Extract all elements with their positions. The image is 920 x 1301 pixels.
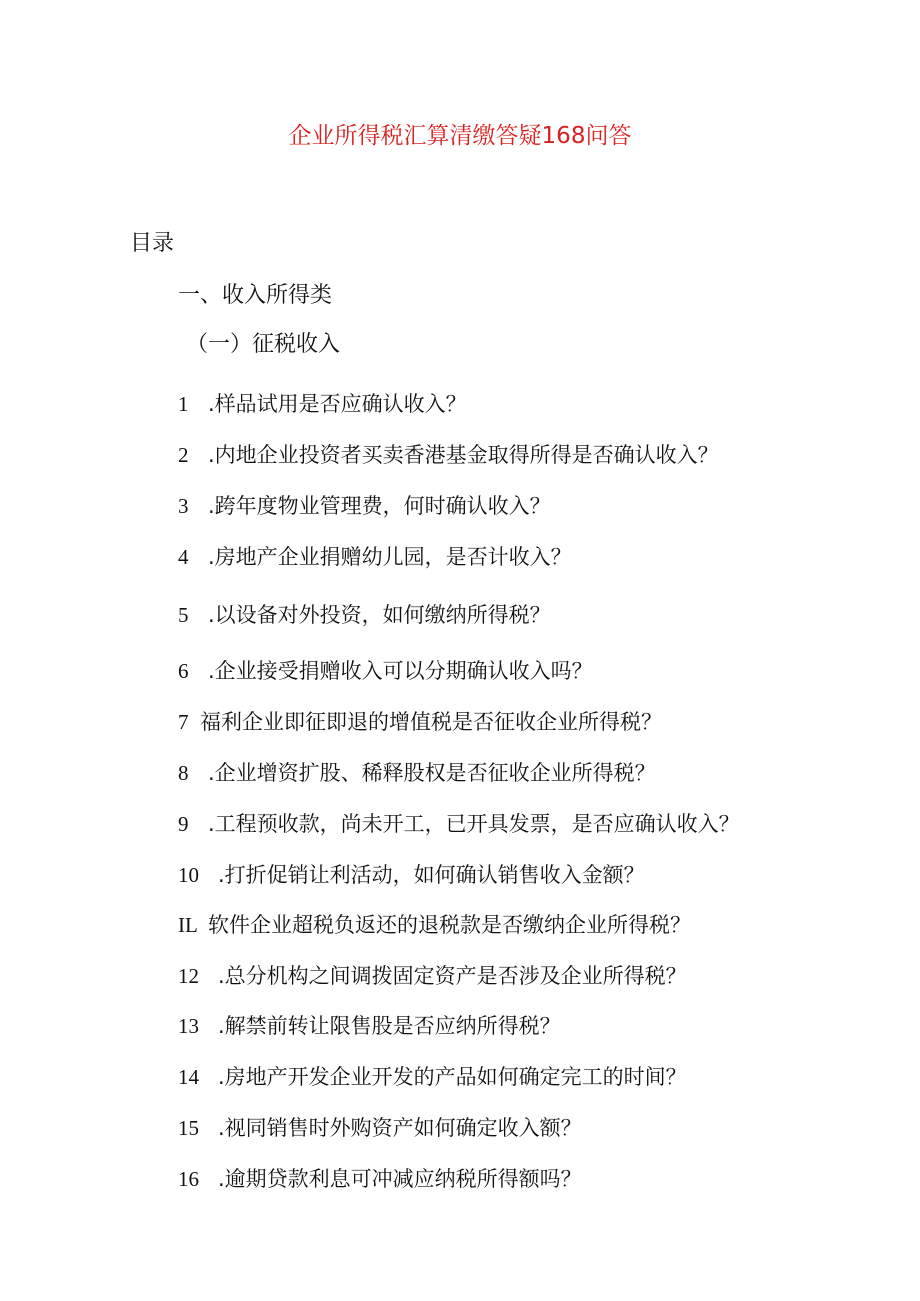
toc-item-number: 14 [178, 1065, 199, 1089]
toc-item [178, 1010, 561, 1042]
toc-item-number: 16 [178, 1167, 199, 1191]
toc-item [178, 909, 691, 941]
toc-item [178, 1112, 582, 1144]
toc-item [178, 706, 662, 738]
toc-item-text: .逾期贷款利息可冲减应纳税所得额吗？ [218, 1167, 582, 1191]
document-title: 企业所得税汇算清缴答疑168问答 [288, 123, 632, 149]
toc-item-text: .解禁前转让限售股是否应纳所得税？ [218, 1014, 561, 1038]
toc-item-number: 6 [178, 659, 189, 683]
toc-item-number: 10 [178, 863, 199, 887]
toc-item [178, 808, 740, 840]
toc-item [178, 859, 645, 891]
toc-item-text: .企业增资扩股、稀释股权是否征收企业所得税？ [208, 761, 656, 785]
toc-item-text: .视同销售时外购资产如何确定收入额？ [218, 1116, 582, 1140]
toc-item [178, 960, 687, 992]
toc-item [178, 1163, 582, 1195]
toc-item-text: .样品试用是否应确认收入？ [208, 392, 467, 416]
toc-item-number: 5 [178, 603, 189, 627]
toc-item-number: 9 [178, 812, 189, 836]
toc-item [178, 388, 467, 420]
toc-item [178, 541, 572, 573]
toc-item [178, 1061, 687, 1093]
toc-item-text: 福利企业即征即退的增值税是否征收企业所得税？ [200, 710, 662, 734]
toc-item-number: 2 [178, 443, 189, 467]
toc-item-text: .跨年度物业管理费，何时确认收入？ [208, 494, 551, 518]
toc-item-number: 7 [178, 710, 189, 734]
toc-item-text: .企业接受捐赠收入可以分期确认收入吗？ [208, 659, 593, 683]
toc-item-text: .以设备对外投资，如何缴纳所得税？ [208, 603, 551, 627]
toc-item [178, 439, 719, 471]
toc-item [178, 490, 551, 522]
toc-item-number: 12 [178, 964, 199, 988]
toc-item [178, 655, 593, 687]
toc-item-text: .房地产企业捐赠幼儿园，是否计收入？ [208, 545, 572, 569]
toc-heading: 目录 [130, 231, 175, 256]
toc-item-number: 13 [178, 1014, 199, 1038]
toc-item [178, 599, 551, 631]
toc-item-number: IL [178, 913, 198, 937]
toc-item-text: .总分机构之间调拨固定资产是否涉及企业所得税？ [218, 964, 687, 988]
section-heading: 一、收入所得类 [178, 283, 333, 308]
toc-item-text: .房地产开发企业开发的产品如何确定完工的时间？ [218, 1065, 687, 1089]
toc-item-number: 3 [178, 494, 189, 518]
toc-item-text: .打折促销让利活动，如何确认销售收入金额？ [218, 863, 645, 887]
toc-item [178, 757, 656, 789]
toc-item-text: .工程预收款，尚未开工，已开具发票，是否应确认收入？ [208, 812, 740, 836]
toc-item-number: 8 [178, 761, 189, 785]
toc-item-number: 15 [178, 1116, 199, 1140]
toc-item-text: 软件企业超税负返还的退税款是否缴纳企业所得税？ [208, 913, 691, 937]
toc-item-number: 4 [178, 545, 189, 569]
toc-item-number: 1 [178, 392, 189, 416]
subsection-heading: （一）征税收入 [186, 332, 341, 357]
toc-item-text: .内地企业投资者买卖香港基金取得所得是否确认收入？ [208, 443, 719, 467]
